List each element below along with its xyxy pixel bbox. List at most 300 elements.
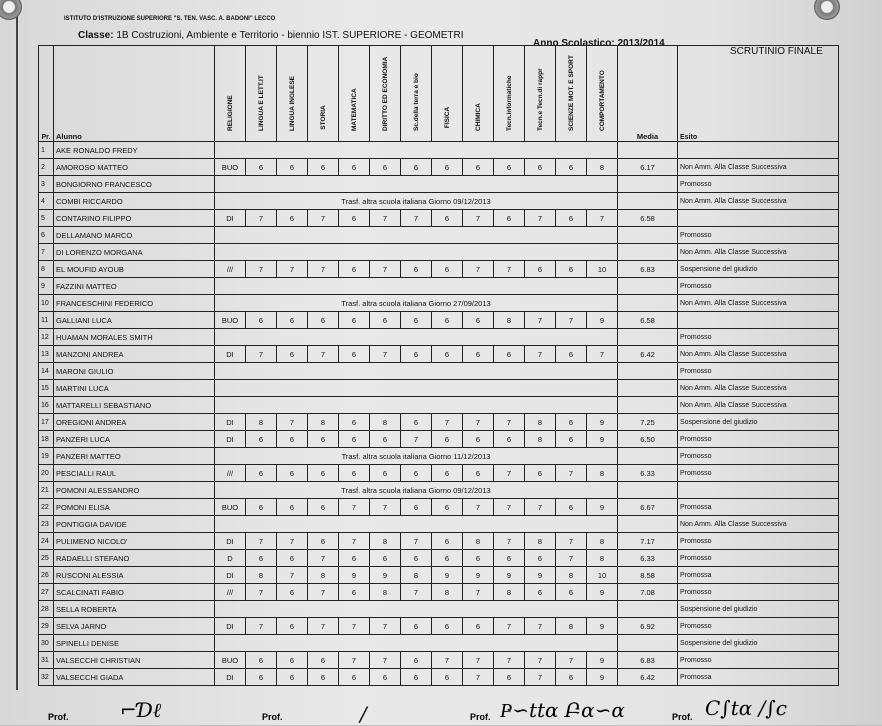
table-row <box>39 516 839 533</box>
grade-cell: 6 <box>339 210 370 227</box>
grade-cell: 7 <box>556 533 587 550</box>
grade-cell: 7 <box>370 346 401 363</box>
esito-cell: Sospensione del giudizio <box>678 414 839 431</box>
grade-cell: 6 <box>463 346 494 363</box>
esito-cell: Promosso <box>678 550 839 567</box>
table-row <box>39 142 839 159</box>
table-row <box>39 227 839 244</box>
table-row <box>39 499 839 516</box>
grade-cell: 7 <box>494 618 525 635</box>
table-row <box>39 584 839 601</box>
grade-cell: 7 <box>525 312 556 329</box>
grade-cell: 6 <box>494 346 525 363</box>
row-number: 10 <box>39 295 54 312</box>
grade-cell: 7 <box>308 618 339 635</box>
media-cell <box>618 193 678 210</box>
grade-cell: 8 <box>556 567 587 584</box>
grade-cell: 9 <box>587 652 618 669</box>
esito-cell: Promosso <box>678 618 839 635</box>
grade-cell: 6 <box>525 550 556 567</box>
grade-cell: 6 <box>401 465 432 482</box>
grade-cell: 6 <box>308 533 339 550</box>
grade-cell: 7 <box>246 261 277 278</box>
table-row <box>39 414 839 431</box>
grade-cell: 7 <box>246 533 277 550</box>
row-number: 1 <box>39 142 54 159</box>
row-number: 21 <box>39 482 54 499</box>
grade-cell: 6 <box>401 261 432 278</box>
note-cell <box>215 601 618 618</box>
media-cell: 6.58 <box>618 312 678 329</box>
grade-cell: 6 <box>494 431 525 448</box>
media-cell <box>618 635 678 652</box>
grade-cell: 6 <box>525 159 556 176</box>
row-number: 3 <box>39 176 54 193</box>
note-cell <box>215 244 618 261</box>
esito-cell: Non Amm. Alla Classe Successiva <box>678 159 839 176</box>
student-name: PESCIALLI RAUL <box>54 465 215 482</box>
grade-cell: 6 <box>556 414 587 431</box>
grade-cell: 6 <box>308 312 339 329</box>
note-cell: Trasf. altra scuola italiana Giorno 09/12/2013 <box>215 193 618 210</box>
grade-cell: 8 <box>370 414 401 431</box>
subject-label: STORIA <box>319 105 327 130</box>
grade-cell: 7 <box>556 652 587 669</box>
grade-cell: 8 <box>246 567 277 584</box>
row-number: 26 <box>39 567 54 584</box>
row-number: 20 <box>39 465 54 482</box>
grade-cell: 6 <box>401 618 432 635</box>
grade-cell: 7 <box>401 431 432 448</box>
grade-cell: 8 <box>587 159 618 176</box>
classe-label: Classe: <box>78 30 114 41</box>
table-row <box>39 567 839 584</box>
grade-cell: 6 <box>246 312 277 329</box>
student-name: POMONI ALESSANDRO <box>54 482 215 499</box>
grade-cell: 9 <box>432 567 463 584</box>
subject-label: MATEMATICA <box>350 88 358 131</box>
row-number: 25 <box>39 550 54 567</box>
grade-cell: 6 <box>370 431 401 448</box>
wall-rod <box>16 0 18 690</box>
esito-cell: Sospensione del giudizio <box>678 601 839 618</box>
student-name: PULIMENO NICOLO' <box>54 533 215 550</box>
institute-name: ISTITUTO D'ISTRUZIONE SUPERIORE "S. TEN. VASC. A. BADONI" LECCO <box>64 16 276 22</box>
row-number: 13 <box>39 346 54 363</box>
grade-cell: 6 <box>556 346 587 363</box>
signature-image: ⌐Ɗℓ <box>120 698 162 722</box>
row-number: 9 <box>39 278 54 295</box>
row-number: 15 <box>39 380 54 397</box>
student-name: MANZONI ANDREA <box>54 346 215 363</box>
student-name: PONTIGGIA DAVIDE <box>54 516 215 533</box>
grade-cell: 7 <box>525 618 556 635</box>
grade-cell: 6 <box>370 465 401 482</box>
table-row <box>39 380 839 397</box>
esito-cell: Promosso <box>678 652 839 669</box>
row-number: 4 <box>39 193 54 210</box>
grade-cell: 6 <box>401 499 432 516</box>
table-row <box>39 159 839 176</box>
grade-cell: 6 <box>494 550 525 567</box>
grade-cell: 7 <box>370 618 401 635</box>
grade-cell: 9 <box>587 414 618 431</box>
table-row <box>39 448 839 465</box>
grade-cell: 6 <box>432 346 463 363</box>
grade-cell: 6 <box>246 652 277 669</box>
student-name: PANZERI MATTEO <box>54 448 215 465</box>
grade-cell: 9 <box>339 567 370 584</box>
grade-cell: 6 <box>463 312 494 329</box>
table-row <box>39 601 839 618</box>
col-subject <box>587 46 618 142</box>
student-name: MARONI GIULIO <box>54 363 215 380</box>
grade-cell: 7 <box>308 346 339 363</box>
student-name: FAZZINI MATTEO <box>54 278 215 295</box>
table-row <box>39 550 839 567</box>
grade-cell: 6 <box>556 261 587 278</box>
grade-cell: 7 <box>308 550 339 567</box>
grade-cell: 6 <box>339 414 370 431</box>
grade-cell: 7 <box>494 414 525 431</box>
esito-cell: Promosso <box>678 584 839 601</box>
grade-cell: 7 <box>401 533 432 550</box>
grade-cell: 6 <box>308 431 339 448</box>
grade-cell: 10 <box>587 567 618 584</box>
grade-cell: 7 <box>370 210 401 227</box>
grade-cell: 6 <box>277 499 308 516</box>
grade-cell: 6 <box>308 159 339 176</box>
grade-cell: 6 <box>525 465 556 482</box>
grade-cell: 8 <box>494 584 525 601</box>
grade-cell: 6 <box>339 312 370 329</box>
grade-cell: 7 <box>308 584 339 601</box>
student-name: DI LORENZO MORGANA <box>54 244 215 261</box>
grade-cell: 9 <box>525 567 556 584</box>
media-cell: 6.42 <box>618 669 678 686</box>
grade-cell: 6 <box>463 159 494 176</box>
note-cell: Trasf. altra scuola italiana Giorno 09/12/2013 <box>215 482 618 499</box>
grade-cell: 7 <box>494 652 525 669</box>
grade-cell: 6 <box>401 312 432 329</box>
table-row <box>39 193 839 210</box>
grade-cell: 8 <box>556 618 587 635</box>
grade-cell: 6 <box>370 550 401 567</box>
esito-cell: Promosso <box>678 363 839 380</box>
esito-cell: Non Amm. Alla Classe Successiva <box>678 193 839 210</box>
grade-cell: 9 <box>370 567 401 584</box>
grade-cell: 6 <box>525 584 556 601</box>
media-cell <box>618 142 678 159</box>
row-number: 22 <box>39 499 54 516</box>
grade-cell: 8 <box>401 567 432 584</box>
row-number: 31 <box>39 652 54 669</box>
esito-cell <box>678 312 839 329</box>
grade-cell: 6 <box>277 431 308 448</box>
grade-cell: 8 <box>308 567 339 584</box>
esito-cell: Sospensione del giudizio <box>678 635 839 652</box>
prof-label: Prof. <box>672 712 693 722</box>
esito-cell: Promosso <box>678 227 839 244</box>
student-name: GALLIANI LUCA <box>54 312 215 329</box>
esito-cell: Promosso <box>678 448 839 465</box>
grade-cell: 6 <box>432 618 463 635</box>
header-row <box>39 46 839 142</box>
grade-cell: 7 <box>246 346 277 363</box>
grade-cell: 6 <box>556 499 587 516</box>
table-row <box>39 312 839 329</box>
grade-cell: 6 <box>246 159 277 176</box>
grade-cell: 6 <box>401 159 432 176</box>
grade-cell: 6 <box>308 499 339 516</box>
grade-cell: DI <box>215 669 246 686</box>
grade-cell: 8 <box>587 533 618 550</box>
esito-cell: Promossa <box>678 567 839 584</box>
grade-cell: 6 <box>556 669 587 686</box>
table-row <box>39 533 839 550</box>
esito-cell: Non Amm. Alla Classe Successiva <box>678 516 839 533</box>
grade-cell: 7 <box>339 652 370 669</box>
table-row <box>39 652 839 669</box>
grade-cell: 7 <box>370 652 401 669</box>
esito-cell: Non Amm. Alla Classe Successiva <box>678 346 839 363</box>
row-number: 11 <box>39 312 54 329</box>
grade-cell: 6 <box>246 669 277 686</box>
prof-label: Prof. <box>262 712 283 722</box>
grade-cell: 6 <box>246 499 277 516</box>
col-subject <box>308 46 339 142</box>
signature-image: Ҏ∽ttɑ Բɑ∽ɑ <box>500 698 625 722</box>
media-cell: 6.33 <box>618 465 678 482</box>
grade-cell: 6 <box>339 584 370 601</box>
note-cell <box>215 142 618 159</box>
row-number: 6 <box>39 227 54 244</box>
student-name: DELLAMANO MARCO <box>54 227 215 244</box>
grade-cell: 6 <box>432 669 463 686</box>
student-name: EL MOUFID AYOUB <box>54 261 215 278</box>
grade-cell: 7 <box>432 414 463 431</box>
grade-cell: 8 <box>525 431 556 448</box>
grade-cell: /// <box>215 465 246 482</box>
table-row <box>39 482 839 499</box>
grade-cell: 7 <box>463 414 494 431</box>
media-cell <box>618 227 678 244</box>
note-cell <box>215 516 618 533</box>
media-cell <box>618 380 678 397</box>
row-number: 2 <box>39 159 54 176</box>
media-cell: 6.92 <box>618 618 678 635</box>
esito-cell: Promosso <box>678 329 839 346</box>
row-number: 14 <box>39 363 54 380</box>
table-row <box>39 278 839 295</box>
grade-cell: 7 <box>556 312 587 329</box>
grade-cell: 7 <box>277 567 308 584</box>
grade-cell: 9 <box>587 669 618 686</box>
grade-cell: 6 <box>277 465 308 482</box>
row-number: 18 <box>39 431 54 448</box>
student-name: PANZERI LUCA <box>54 431 215 448</box>
media-cell <box>618 397 678 414</box>
grade-cell: 8 <box>246 414 277 431</box>
grade-cell: 8 <box>370 533 401 550</box>
student-name: POMONI ELISA <box>54 499 215 516</box>
grade-cell: 7 <box>463 499 494 516</box>
esito-cell <box>678 210 839 227</box>
grade-cell: 6 <box>401 346 432 363</box>
subject-label: LINGUA E LETT.IT <box>257 75 265 131</box>
subject-label: CHIMICA <box>474 103 482 131</box>
grade-cell: 6 <box>277 652 308 669</box>
grade-cell: 7 <box>494 261 525 278</box>
col-media: Media <box>618 46 678 142</box>
esito-cell: Promossa <box>678 669 839 686</box>
grade-cell: 7 <box>494 465 525 482</box>
grade-cell: 7 <box>463 584 494 601</box>
grade-cell: 7 <box>525 210 556 227</box>
esito-cell: Promosso <box>678 176 839 193</box>
grade-cell: D <box>215 550 246 567</box>
grade-cell: DI <box>215 414 246 431</box>
note-cell: Trasf. altra scuola italiana Giorno 11/12/2013 <box>215 448 618 465</box>
row-number: 30 <box>39 635 54 652</box>
grade-cell: 7 <box>494 499 525 516</box>
grade-cell: 6 <box>370 312 401 329</box>
grade-cell: 7 <box>308 210 339 227</box>
media-cell: 6.17 <box>618 159 678 176</box>
row-number: 7 <box>39 244 54 261</box>
student-name: SELVA JARNO <box>54 618 215 635</box>
grade-cell: 6 <box>432 550 463 567</box>
grade-cell: 7 <box>370 261 401 278</box>
col-subject <box>246 46 277 142</box>
table-row <box>39 363 839 380</box>
subject-label: SCIENZE MOT. E SPORT <box>567 55 575 131</box>
grade-cell: 6 <box>463 618 494 635</box>
grade-cell: 8 <box>463 533 494 550</box>
class-line <box>78 30 464 41</box>
grade-cell: 7 <box>587 346 618 363</box>
grade-cell: 6 <box>308 652 339 669</box>
signature-image: C∫tɑ ∕∫c <box>705 696 787 720</box>
grade-cell: BUO <box>215 499 246 516</box>
prof-label: Prof. <box>48 712 69 722</box>
grade-cell: 6 <box>277 584 308 601</box>
grade-cell: 6 <box>432 465 463 482</box>
grade-cell: 6 <box>339 159 370 176</box>
student-name: FRANCESCHINI FEDERICO <box>54 295 215 312</box>
grade-cell: 6 <box>339 669 370 686</box>
grade-cell: 6 <box>339 346 370 363</box>
grade-cell: 6 <box>525 261 556 278</box>
grade-cell: 6 <box>277 159 308 176</box>
row-number: 19 <box>39 448 54 465</box>
media-cell: 8.58 <box>618 567 678 584</box>
document-title: SCRUTINIO FINALE <box>730 46 823 57</box>
table-row <box>39 465 839 482</box>
col-subject <box>556 46 587 142</box>
note-cell <box>215 363 618 380</box>
note-cell <box>215 227 618 244</box>
col-subject <box>401 46 432 142</box>
grade-cell: DI <box>215 533 246 550</box>
media-cell: 7.25 <box>618 414 678 431</box>
grade-cell: 8 <box>525 414 556 431</box>
col-subject <box>370 46 401 142</box>
col-subject <box>525 46 556 142</box>
esito-cell: Promosso <box>678 533 839 550</box>
row-number: 12 <box>39 329 54 346</box>
grade-cell: 9 <box>587 312 618 329</box>
student-name: MATTARELLI SEBASTIANO <box>54 397 215 414</box>
table-row <box>39 244 839 261</box>
col-subject <box>494 46 525 142</box>
grade-cell: 8 <box>587 465 618 482</box>
grade-cell: 7 <box>525 499 556 516</box>
note-cell <box>215 380 618 397</box>
grade-cell: 6 <box>308 669 339 686</box>
row-number: 5 <box>39 210 54 227</box>
subject-label: LINGUA INGLESE <box>288 75 296 131</box>
media-cell: 6.42 <box>618 346 678 363</box>
grade-cell: 7 <box>556 465 587 482</box>
grade-cell: 8 <box>494 312 525 329</box>
grade-cell: 7 <box>401 584 432 601</box>
grade-cell: 6 <box>432 159 463 176</box>
subject-label: COMPORTAMENTO <box>598 70 606 131</box>
grade-cell: 6 <box>370 159 401 176</box>
grade-cell: 7 <box>339 618 370 635</box>
grade-cell: DI <box>215 618 246 635</box>
esito-cell <box>678 482 839 499</box>
grade-cell: DI <box>215 210 246 227</box>
grade-cell: 6 <box>401 414 432 431</box>
grade-cell: 6 <box>277 210 308 227</box>
grade-cell: 8 <box>525 533 556 550</box>
grade-cell: DI <box>215 346 246 363</box>
grade-cell: 6 <box>494 159 525 176</box>
grade-cell: 7 <box>370 499 401 516</box>
grade-cell: 6 <box>494 669 525 686</box>
student-name: SPINELLI DENISE <box>54 635 215 652</box>
grade-cell: 6 <box>556 210 587 227</box>
media-cell <box>618 278 678 295</box>
media-cell: 6.50 <box>618 431 678 448</box>
row-number: 28 <box>39 601 54 618</box>
row-number: 17 <box>39 414 54 431</box>
col-subject <box>463 46 494 142</box>
grade-cell: 6 <box>339 550 370 567</box>
grade-cell: 6 <box>370 669 401 686</box>
grade-cell: 6 <box>277 669 308 686</box>
grade-cell: 7 <box>339 533 370 550</box>
row-number: 23 <box>39 516 54 533</box>
esito-cell: Non Amm. Alla Classe Successiva <box>678 244 839 261</box>
student-name: HUAMAN MORALES SMITH <box>54 329 215 346</box>
media-cell: 7.08 <box>618 584 678 601</box>
student-name: MARTINI LUCA <box>54 380 215 397</box>
subject-label: RELIGIONE <box>226 95 234 131</box>
student-name: SELLA ROBERTA <box>54 601 215 618</box>
grade-cell: 7 <box>525 652 556 669</box>
grade-cell: 7 <box>494 533 525 550</box>
grade-cell: 6 <box>556 431 587 448</box>
grade-cell: 7 <box>277 533 308 550</box>
grade-cell: DI <box>215 431 246 448</box>
grade-cell: 7 <box>246 618 277 635</box>
grade-cell: BUO <box>215 312 246 329</box>
grade-cell: 6 <box>432 499 463 516</box>
esito-cell <box>678 142 839 159</box>
